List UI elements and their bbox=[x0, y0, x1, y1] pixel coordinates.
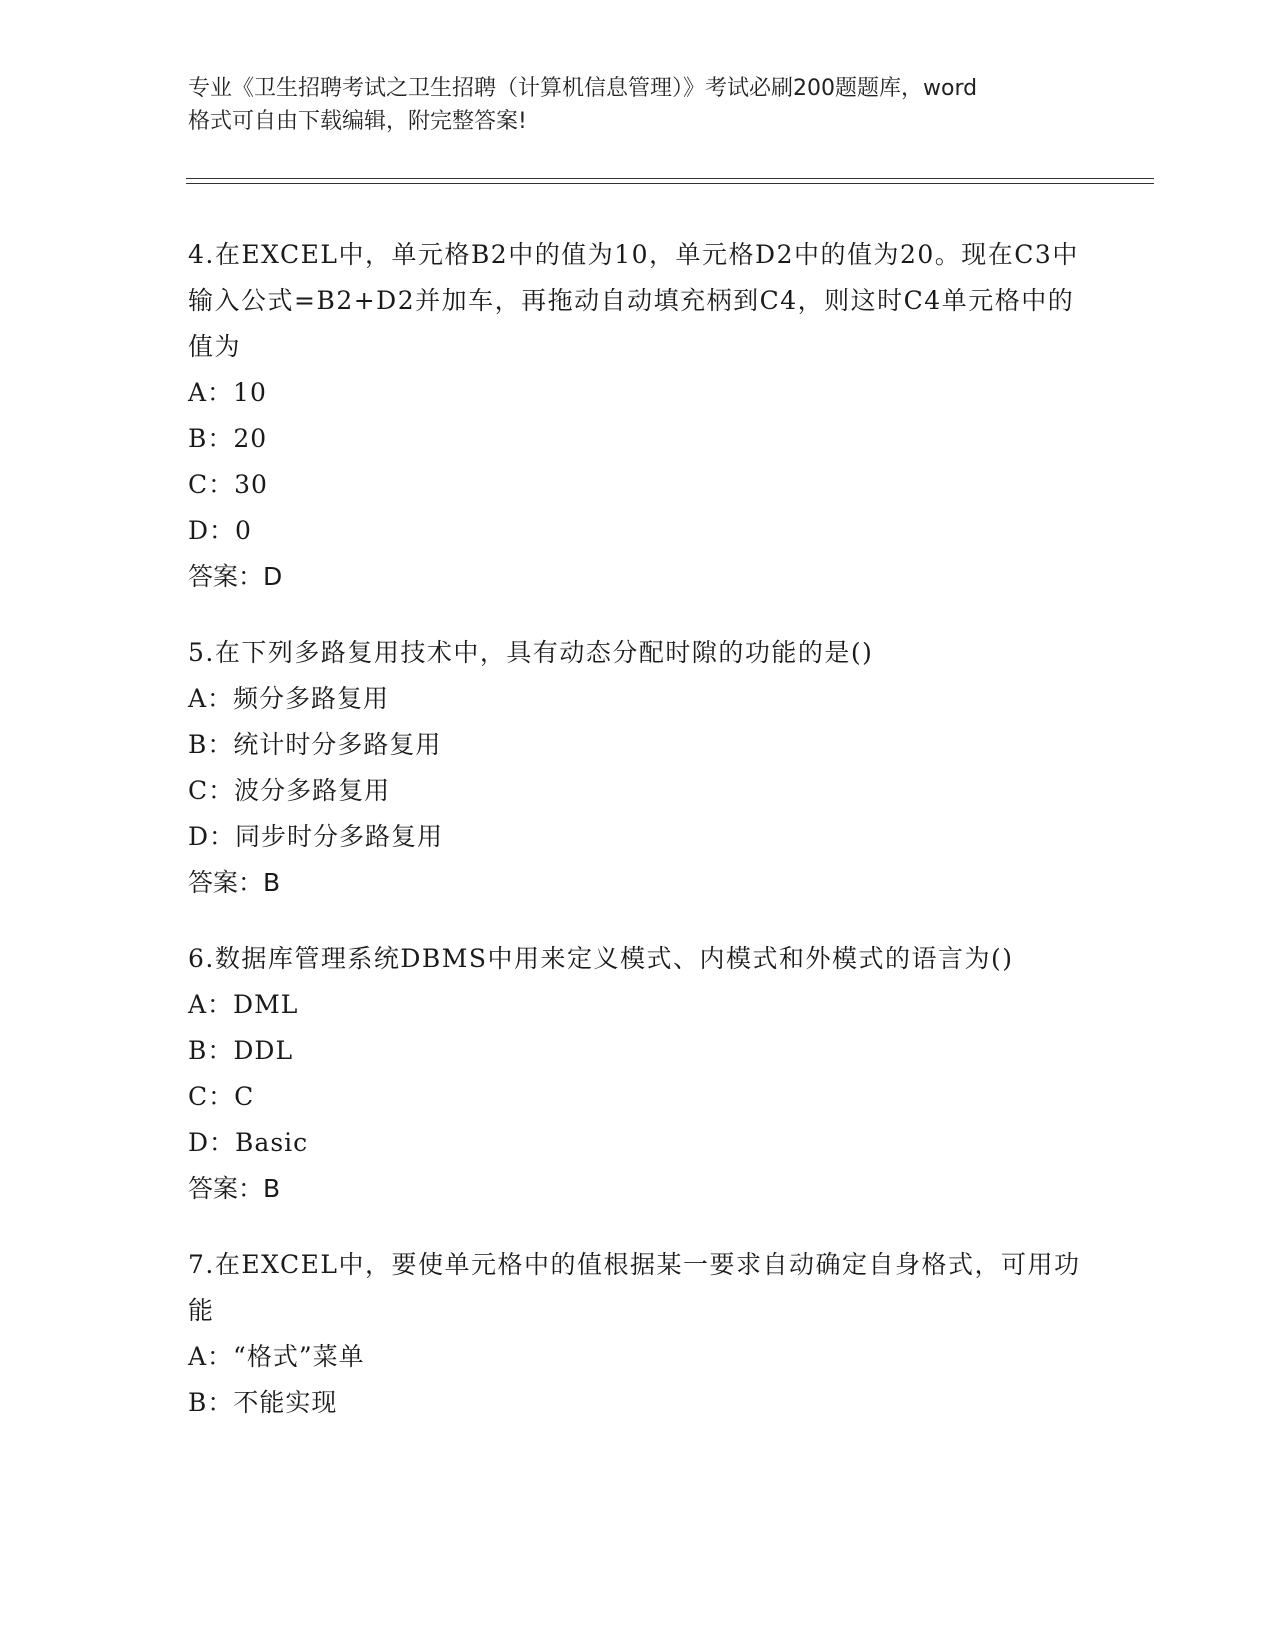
question-text: 4.在EXCEL中，单元格B2中的值为10，单元格D2中的值为20。现在C3中输入公式=B2+D2并加车，再拖动自动填充柄到C4，则这时C4单元格中的值为 bbox=[188, 240, 1079, 361]
option-b: B：DDL bbox=[188, 1036, 294, 1065]
document-header bbox=[188, 72, 1088, 138]
option-b: B：20 bbox=[188, 424, 268, 453]
header-line-2: 格式可自由下载编辑，附完整答案! bbox=[188, 109, 527, 134]
answer: 答案：B bbox=[188, 1174, 281, 1203]
question-4 bbox=[188, 232, 1088, 600]
option-d: D：Basic bbox=[188, 1128, 309, 1157]
option-c: C：C bbox=[188, 1082, 255, 1111]
answer: 答案：B bbox=[188, 868, 281, 897]
option-c: C：波分多路复用 bbox=[188, 776, 391, 805]
question-6 bbox=[188, 936, 1088, 1212]
header-line-1: 专业《卫生招聘考试之卫生招聘（计算机信息管理）》考试必刷200题题库，word bbox=[188, 76, 978, 101]
header-divider-top bbox=[186, 178, 1154, 179]
question-5 bbox=[188, 630, 1088, 906]
header-divider-bottom bbox=[186, 183, 1154, 184]
option-a: A：频分多路复用 bbox=[188, 684, 390, 713]
option-d: D：同步时分多路复用 bbox=[188, 822, 444, 851]
answer: 答案：D bbox=[188, 562, 283, 591]
option-b: B：统计时分多路复用 bbox=[188, 730, 442, 759]
question-7 bbox=[188, 1242, 1088, 1426]
question-list bbox=[188, 232, 1088, 1456]
question-text: 5.在下列多路复用技术中，具有动态分配时隙的功能的是() bbox=[188, 638, 874, 667]
question-text: 7.在EXCEL中，要使单元格中的值根据某一要求自动确定自身格式，可用功能 bbox=[188, 1250, 1081, 1325]
option-a: A：10 bbox=[188, 378, 267, 407]
option-a: A：DML bbox=[188, 990, 299, 1019]
option-a: A：“格式”菜单 bbox=[188, 1342, 365, 1371]
question-text: 6.数据库管理系统DBMS中用来定义模式、内模式和外模式的语言为() bbox=[188, 944, 1014, 973]
option-b: B：不能实现 bbox=[188, 1388, 338, 1417]
option-d: D：0 bbox=[188, 516, 252, 545]
option-c: C：30 bbox=[188, 470, 268, 499]
